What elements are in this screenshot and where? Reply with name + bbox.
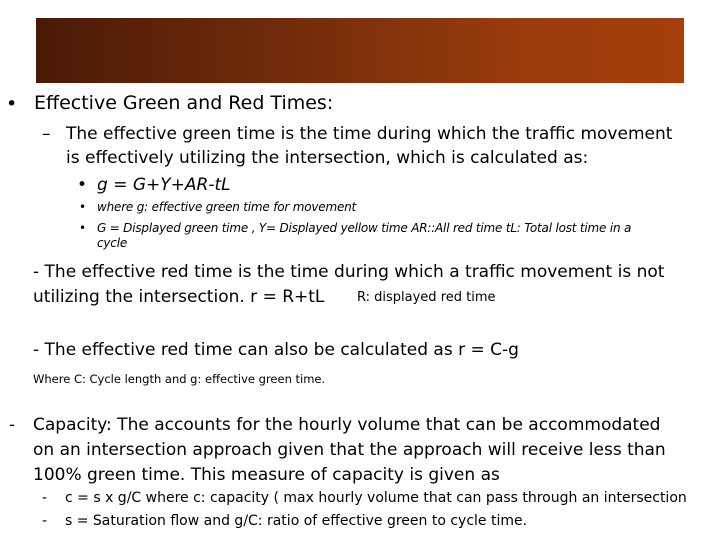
title-banner	[36, 18, 684, 83]
cap-item-text: c = s x g/C where c: capacity ( max hourly volume that can pass through an intersection	[65, 490, 687, 506]
capacity-line1: Capacity: The accounts for the hourly volume that can be accommodated	[33, 415, 661, 435]
where-G-line2: cycle	[97, 236, 128, 250]
sub1-dash: –	[42, 124, 51, 144]
where-G-line1: G = Displayed green time , Y= Displayed yellow time AR::All red time tL: Total lost time in a	[97, 221, 632, 235]
red1-line1: - The effective red time is the time during which a traffic movement is not	[33, 262, 665, 282]
heading-text: Effective Green and Red Times:	[34, 92, 334, 114]
formula-bullet: •	[77, 175, 88, 195]
cap-item-dash: -	[42, 513, 48, 529]
capacity-line3: 100% green time. This measure of capacity is given as	[33, 465, 500, 485]
where-C-text: Where C: Cycle length and g: effective green time.	[33, 372, 326, 386]
where-g-bullet: •	[79, 200, 86, 214]
formula-text: g = G+Y+AR-tL	[97, 175, 231, 195]
cap-item-text: s = Saturation flow and g/C: ratio of effective green to cycle time.	[65, 513, 528, 529]
sub1-line2: is effectively utilizing the intersection, which is calculated as:	[66, 148, 589, 168]
red1-line2: utilizing the intersection. r = R+tL	[33, 287, 325, 307]
capacity-line2: on an intersection approach given that the approach will receive less than	[33, 440, 666, 460]
where-G-bullet: •	[79, 221, 86, 235]
sub1-line1: The effective green time is the time during which the traffic movement	[66, 124, 673, 144]
heading-bullet: •	[6, 93, 18, 115]
cap-item-dash: -	[42, 490, 48, 506]
capacity-dash: -	[9, 415, 16, 435]
red2-text: - The effective red time can also be calculated as r = C-g	[33, 340, 519, 360]
red1-note: R: displayed red time	[357, 290, 496, 305]
where-g-text: where g: effective green time for movement	[97, 200, 357, 214]
